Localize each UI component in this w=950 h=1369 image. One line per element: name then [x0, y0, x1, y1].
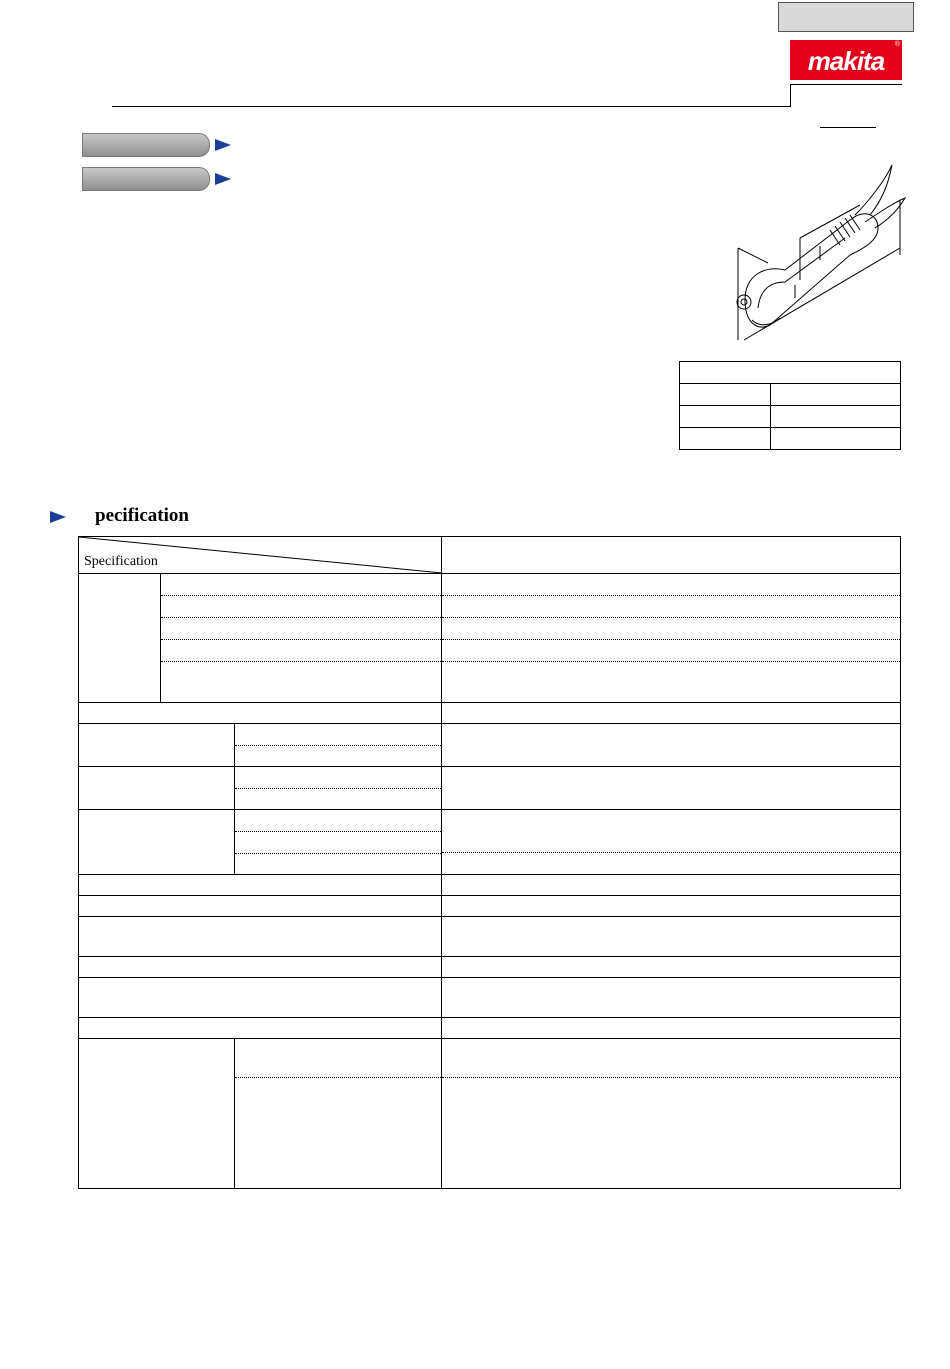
spec-table — [78, 536, 901, 1189]
table-row — [79, 724, 901, 767]
model-table — [679, 361, 901, 450]
table-cell — [234, 767, 441, 810]
pruning-shears-illustration — [700, 160, 910, 350]
table-row — [680, 428, 901, 450]
spec-corner-label: Specification — [84, 554, 158, 569]
table-cell — [680, 406, 771, 428]
header-rule-step — [790, 84, 791, 107]
page-mark-line — [820, 127, 876, 128]
table-cell — [160, 574, 441, 703]
header-rule-top — [790, 84, 902, 85]
category-pill-1 — [82, 133, 210, 157]
table-row — [79, 574, 901, 703]
table-cell — [79, 1039, 235, 1189]
table-cell — [441, 957, 900, 978]
table-cell — [441, 896, 900, 917]
table-cell — [234, 1039, 441, 1189]
pill-arrow-icon — [215, 139, 231, 151]
table-row — [79, 537, 901, 574]
table-cell — [79, 978, 442, 1018]
header-rule — [112, 106, 790, 107]
table-cell — [79, 875, 442, 896]
table-cell — [441, 917, 900, 957]
table-cell — [441, 978, 900, 1018]
table-row — [680, 384, 901, 406]
pill-arrow-icon — [215, 173, 231, 185]
table-row — [79, 1018, 901, 1039]
table-cell — [680, 428, 771, 450]
table-cell — [234, 810, 441, 875]
registered-mark: ® — [894, 41, 900, 48]
table-row — [79, 1039, 901, 1189]
section-heading: pecification — [95, 505, 189, 526]
table-cell — [441, 724, 900, 767]
table-cell — [79, 1018, 442, 1039]
table-row — [79, 810, 901, 875]
table-cell — [441, 1039, 900, 1189]
table-row — [79, 917, 901, 957]
brand-name: makita — [807, 46, 885, 76]
table-cell — [234, 724, 441, 767]
section-arrow-icon — [50, 511, 66, 523]
table-cell — [79, 767, 235, 810]
table-cell — [79, 810, 235, 875]
table-cell — [79, 574, 161, 703]
header-badge — [778, 2, 914, 32]
table-cell — [441, 875, 900, 896]
table-header-corner — [79, 537, 442, 574]
table-cell — [441, 574, 900, 703]
table-cell — [441, 810, 900, 875]
table-cell — [771, 428, 901, 450]
table-row — [79, 703, 901, 724]
table-cell — [79, 703, 442, 724]
table-cell — [79, 917, 442, 957]
table-cell — [79, 896, 442, 917]
table-cell — [680, 384, 771, 406]
table-row — [79, 875, 901, 896]
table-row — [79, 896, 901, 917]
table-row — [79, 957, 901, 978]
makita-logo — [790, 40, 902, 80]
table-cell — [79, 957, 442, 978]
table-cell — [441, 703, 900, 724]
table-cell — [441, 767, 900, 810]
table-row — [79, 978, 901, 1018]
table-cell — [771, 406, 901, 428]
table-cell — [441, 1018, 900, 1039]
table-cell — [680, 362, 901, 384]
table-row — [79, 767, 901, 810]
table-row — [680, 406, 901, 428]
table-cell — [79, 724, 235, 767]
category-pill-2 — [82, 167, 210, 191]
table-cell — [771, 384, 901, 406]
table-header-model — [441, 537, 900, 574]
table-row — [680, 362, 901, 384]
